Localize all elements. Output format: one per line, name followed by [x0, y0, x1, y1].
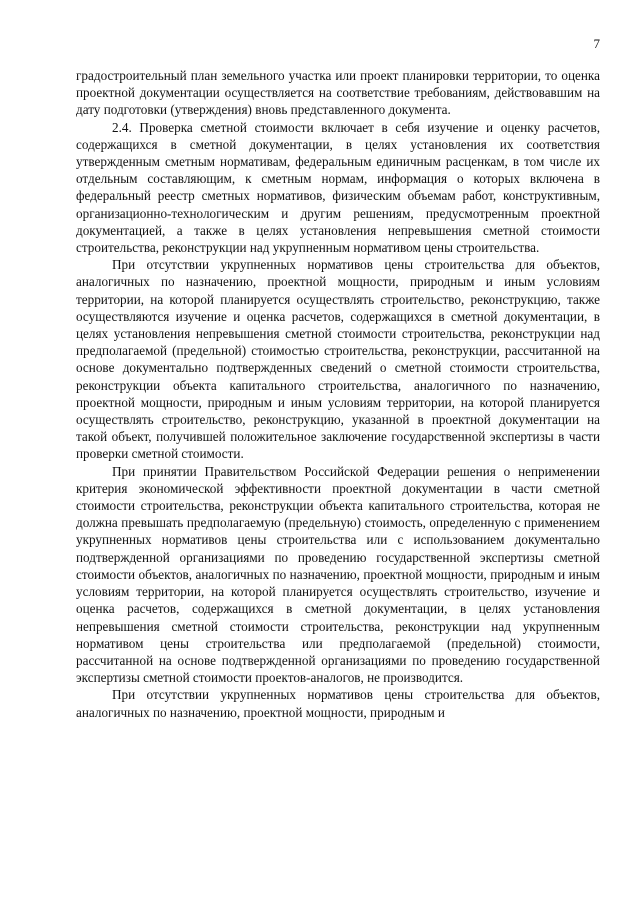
- paragraph-absence-of-norms: При отсутствии укрупненных нормативов цены строительства для объектов, аналогичных по назначению, проектной мощности, природным и иным условиям территории, на которой планируется осуществлять строительство, реконструкцию, также осуществляются изучение и оценка расчетов, содержащихся в сметной документации, в целях установления непревышения сметной стоимости строительства, реконструкции над предполагаемой (предельной) стоимостью строительства, реконструкции, рассчитанной на основе документально подтвержденных сведений о сметной стоимости строительства, реконструкции объекта капитального строительства, аналогичного по назначению, проектной мощности, природным и иным условиям территории, на которой планируется осуществлять строительство, реконструкцию, указанной в проектной документации на такой объект, получившей положительное заключение государственной экспертизы в части проверки сметной стоимости.: [76, 257, 600, 462]
- document-body: [76, 67, 600, 721]
- paragraph-government-decision: При принятии Правительством Российской Федерации решения о неприменении критерия экономической эффективности проектной документации в части сметной стоимости строительства, реконструкции объекта капитального строительства, которая не должна превышать предполагаемую (предельную) стоимость, определенную с применением укрупненных нормативов цены строительства или с использованием документально подтвержденной организациями по проведению государственной экспертизы сметной стоимости объектов, аналогичных по назначению, проектной мощности, природным и иным условиям территории, на которой планируется осуществлять строительство, изучение и оценка расчетов, содержащихся в сметной документации, в целях установления непревышения сметной стоимости строительства, реконструкции над укрупненным нормативом цены строительства или предполагаемой (предельной) стоимости, рассчитанной на основе подтвержденной организациями по проведению государственной экспертизы сметной стоимости проектов-аналогов, не производится.: [76, 463, 600, 686]
- paragraph-continuation: градостроительный план земельного участка или проект планировки территории, то оценка проектной документации осуществляется на соответствие требованиям, действовавшим на дату подготовки (утверждения) вновь представленного документа.: [76, 68, 600, 118]
- paragraph-absence-of-norms-continued: При отсутствии укрупненных нормативов цены строительства для объектов, аналогичных по назначению, проектной мощности, природным и: [76, 687, 600, 720]
- page-number: 7: [593, 36, 600, 51]
- paragraph-2-4: 2.4. Проверка сметной стоимости включает в себя изучение и оценку расчетов, содержащихся в сметной документации, в целях установления их соответствия утвержденным сметным нормативам, федеральным единичным расценкам, в том числе их отдельным составляющим, к сметным нормам, информация о которых включена в федеральный реестр сметных нормативов, физическим объемам работ, конструктивным, организационно-технологическим и другим решениям, предусмотренным проектной документацией, а также в целях установления непревышения сметной стоимости строительства, реконструкции над укрупненным нормативом цены строительства.: [76, 119, 600, 256]
